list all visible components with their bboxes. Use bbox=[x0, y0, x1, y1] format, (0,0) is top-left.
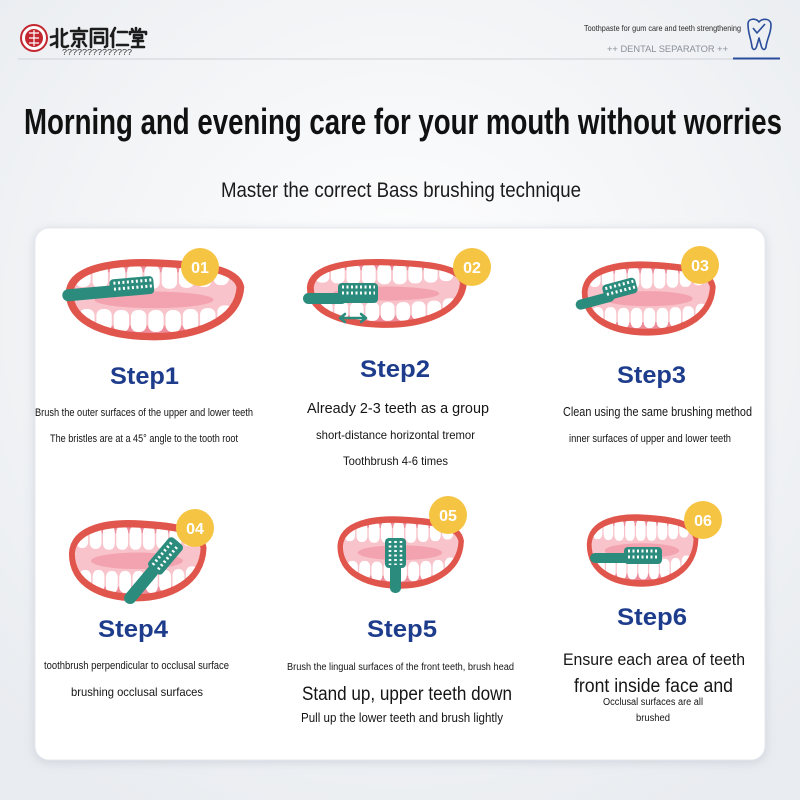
step-badge-number: 05 bbox=[439, 508, 457, 525]
step-label: Step3 bbox=[617, 362, 686, 389]
step-label: Step1 bbox=[110, 363, 179, 390]
step-badge-number: 02 bbox=[463, 260, 481, 277]
step-label: Step5 bbox=[367, 616, 437, 643]
step-label: Step4 bbox=[98, 616, 169, 643]
step-description-line: Toothbrush 4-6 times bbox=[343, 454, 448, 468]
category-text: ++ DENTAL SEPARATOR ++ bbox=[607, 44, 728, 54]
step-description-line: brushing occlusal surfaces bbox=[71, 685, 203, 699]
product-line-text: Toothpaste for gum care and teeth strengthening bbox=[584, 23, 742, 33]
step-description-line: inner surfaces of upper and lower teeth bbox=[569, 433, 731, 445]
step-description-line: toothbrush perpendicular to occlusal surface bbox=[44, 660, 229, 672]
step-description-line: Stand up, upper teeth down bbox=[302, 684, 512, 705]
page-subtitle: Master the correct Bass brushing technique bbox=[221, 179, 581, 202]
step-badge-number: 01 bbox=[191, 260, 209, 277]
step-label: Step2 bbox=[360, 356, 430, 383]
page-title: Morning and evening care for your mouth without worries bbox=[24, 101, 782, 142]
step-description-line: Pull up the lower teeth and brush lightly bbox=[301, 710, 504, 725]
step-description-line: brushed bbox=[636, 713, 670, 724]
step-badge-number: 03 bbox=[691, 258, 709, 275]
step-description-line: Occlusal surfaces are all bbox=[603, 697, 703, 708]
step-description-line: Clean using the same brushing method bbox=[563, 404, 752, 419]
step-description-line: Brush the lingual surfaces of the front teeth, brush head bbox=[287, 662, 514, 673]
brand-tagline: ?????????????? bbox=[62, 48, 133, 57]
step-label: Step6 bbox=[617, 604, 687, 631]
step-description-line: short-distance horizontal tremor bbox=[316, 428, 475, 442]
step-description-line: front inside face and bbox=[574, 676, 733, 697]
step-description-line: The bristles are at a 45° angle to the tooth root bbox=[50, 433, 238, 445]
step-badge-number: 04 bbox=[186, 521, 204, 538]
step-description-line: Already 2-3 teeth as a group bbox=[307, 400, 489, 417]
step-badge-number: 06 bbox=[694, 513, 712, 530]
step-description-line: Ensure each area of teeth bbox=[563, 650, 745, 669]
step-description-line: Brush the outer surfaces of the upper and lower teeth bbox=[35, 407, 253, 419]
seal-icon bbox=[21, 25, 47, 51]
